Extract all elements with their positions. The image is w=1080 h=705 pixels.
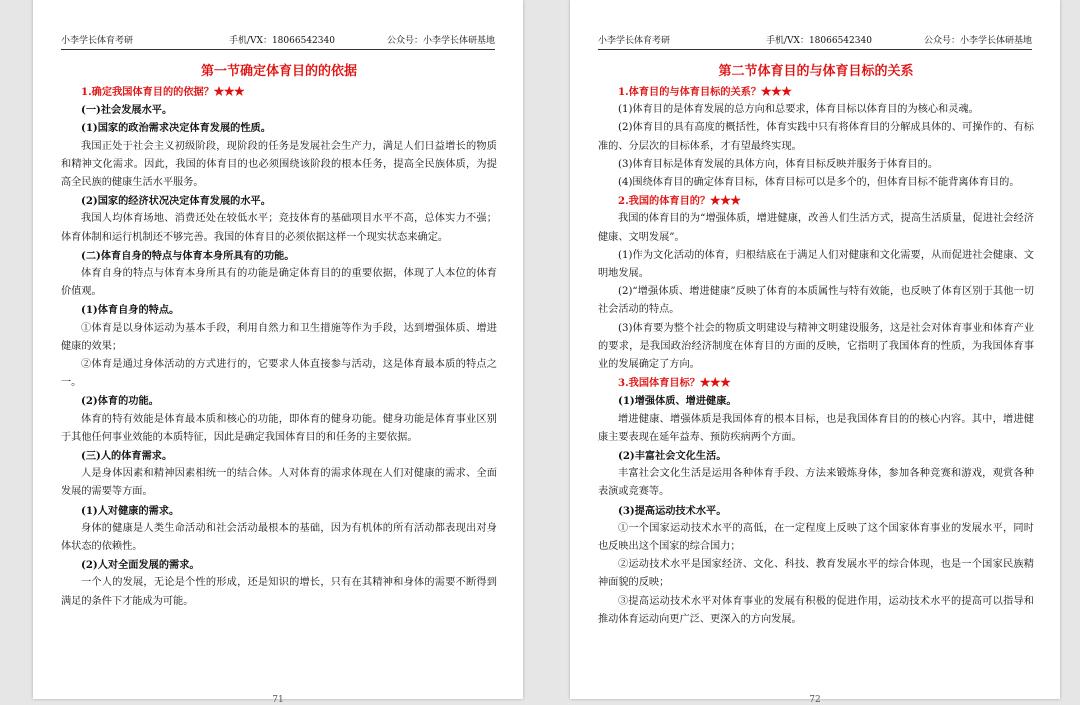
subheading: (1)国家的政治需求决定体育发展的性质。 xyxy=(81,122,271,135)
paragraph: 体育自身的特点与体育本身所具有的功能是确定体育目的的重要依据，体现了人本位的体育价值观。 xyxy=(61,268,497,298)
paragraph: 体育的特有效能是体育最本质和核心的功能，即体育的健身功能。健身功能是体育事业区别于其他任何事业效能的本质特征，因此是确定我国体育目的和任务的主要依据。 xyxy=(61,413,497,443)
subheading: (1)人对健康的需求。 xyxy=(81,504,180,517)
subheading: (2)体育的功能。 xyxy=(81,395,159,408)
paragraph: (2)“增强体质、增进健康”反映了体育的本质属性与特有效能，也反映了体育区别于其他一切社会活动的特点。 xyxy=(598,286,1034,316)
paragraph: ②运动技术水平是国家经济、文化、科技、教育发展水平的综合体现，也是一个国家民族精神面貌的反映； xyxy=(598,559,1034,589)
subheading: (2)国家的经济状况决定体育发展的水平。 xyxy=(81,195,271,208)
header-phone-text: 手机/VX：18066542340 xyxy=(766,36,872,46)
paragraph: (1)体育目的是体育发展的总方向和总要求，体育目标以体育目的为核心和灵魂。 xyxy=(618,104,979,116)
paragraph: (4)围绕体育目的确定体育目标，体育目标可以是多个的，但体育目标不能背离体育目的。 xyxy=(618,177,1020,189)
section-title: 第一节确定体育目的的依据 xyxy=(200,64,357,79)
header-left-text: 小李学长体育考研 xyxy=(61,36,134,46)
subheading: (一)社会发展水平。 xyxy=(81,104,173,117)
subheading: (1)增强体质、增进健康。 xyxy=(618,395,737,408)
paragraph: (1)作为文化活动的体育，归根结底在于满足人们对健康和文化需要，从而促进社会健康、文明地发展。 xyxy=(598,249,1034,280)
subheading: (2)丰富社会文化生活。 xyxy=(618,450,727,463)
subheading: (2)人对全面发展的需求。 xyxy=(81,559,200,572)
paragraph: 我国的体育目的为“增强体质，增进健康，改善人们生活方式，提高生活质量，促进社会经济健康、文明发展”。 xyxy=(598,213,1034,243)
question-heading: 1.确定我国体育目的的依据？★★★ xyxy=(81,86,245,98)
header-account-text: 公众号：小李学长体研基地 xyxy=(386,36,495,46)
paragraph: (2)体育目的具有高度的概括性，体育实践中只有将体育目的分解成具体的、可操作的、有标准的、分层次的目标体系，才有望最终实现。 xyxy=(598,122,1034,152)
paragraph: ②体育是通过身体活动的方式进行的，它要求人体直接参与活动，这是体育最本质的特点之一。 xyxy=(61,359,497,389)
question-heading: 2.我国的体育目的？★★★ xyxy=(618,195,741,208)
page-header xyxy=(61,35,495,50)
question-heading: 1.体育目的与体育目标的关系？★★★ xyxy=(618,86,792,98)
document-page-right xyxy=(570,0,1060,705)
subheading: (1)体育自身的特点。 xyxy=(81,304,180,317)
header-left-text: 小李学长体育考研 xyxy=(598,36,671,46)
page-body xyxy=(598,62,1034,629)
page-body xyxy=(61,62,497,611)
header-phone-text: 手机/VX：18066542340 xyxy=(229,36,335,46)
page-number: 72 xyxy=(809,695,821,705)
paragraph: 增进健康、增强体质是我国体育的根本目标，也是我国体育目的的核心内容。其中，增进健康主要表现在延年益寿、预防疾病两个方面。 xyxy=(598,413,1034,443)
section-title: 第二节体育目的与体育目标的关系 xyxy=(718,64,914,79)
paragraph: 人是身体因素和精神因素相统一的结合体。人对体育的需求体现在人们对健康的需求、全面发展的需要等方面。 xyxy=(61,468,497,498)
question-heading: 3.我国体育目标？★★★ xyxy=(618,377,731,390)
paragraph: ①体育是以身体运动为基本手段，利用自然力和卫生措施等作为手段，达到增强体质、增进健康的效果； xyxy=(61,322,497,352)
paragraph: (3)体育要为整个社会的物质文明建设与精神文明建设服务，这是社会对体育事业和体育产业的要求，是我国政治经济制度在体育目的方面的反映，它指明了我国体育的性质，为我国体育事业的发展确定了方向。 xyxy=(598,322,1034,371)
subheading: (3)提高运动技术水平。 xyxy=(618,504,727,517)
paragraph-list xyxy=(61,83,497,611)
paragraph: 我国人均体育场地、消费还处在较低水平；竞技体育的基础项目水平不高，总体实力不强；体育体制和运行机制还不够完善。我国的体育目的必须依据这样一个现实状态来确定。 xyxy=(61,213,497,243)
subheading: (三)人的体育需求。 xyxy=(81,450,173,463)
subheading: (二)体育自身的特点与体育本身所具有的功能。 xyxy=(81,249,295,262)
paragraph: (3)体育目标是体育发展的具体方向，体育目标反映并服务于体育目的。 xyxy=(618,158,939,170)
paragraph: ③提高运动技术水平对体育事业的发展有积极的促进作用，运动技术水平的提高可以指导和推动体育运动向更广泛、更深入的方向发展。 xyxy=(598,595,1034,625)
paragraph: 我国正处于社会主义初级阶段，现阶段的任务是发展社会生产力，满足人们日益增长的物质和精神文化需求。因此，我国的体育目的也必须围绕该阶段的根本任务，提高全民族体质，为提高全民族的健康生活水平服务。 xyxy=(61,140,497,189)
paragraph-list xyxy=(598,83,1034,629)
paragraph: 一个人的发展，无论是个性的形成，还是知识的增长，只有在其精神和身体的需要不断得到满足的条件下才能成为可能。 xyxy=(61,577,497,607)
paragraph: ①一个国家运动技术水平的高低，在一定程度上反映了这个国家体育事业的发展水平，同时也反映出这个国家的综合国力； xyxy=(598,522,1034,553)
paragraph: 身体的健康是人类生命活动和社会活动最根本的基础，因为有机体的所有活动都表现出对身体状态的依赖性。 xyxy=(61,522,497,553)
paragraph: 丰富社会文化生活是运用各种体育手段、方法来锻炼身体，参加各种竞赛和游戏，观赏各种表演或竞赛等。 xyxy=(598,468,1034,498)
page-number: 71 xyxy=(272,695,284,705)
page-header xyxy=(598,35,1032,50)
document-page-left xyxy=(33,0,523,705)
header-account-text: 公众号：小李学长体研基地 xyxy=(923,36,1032,46)
